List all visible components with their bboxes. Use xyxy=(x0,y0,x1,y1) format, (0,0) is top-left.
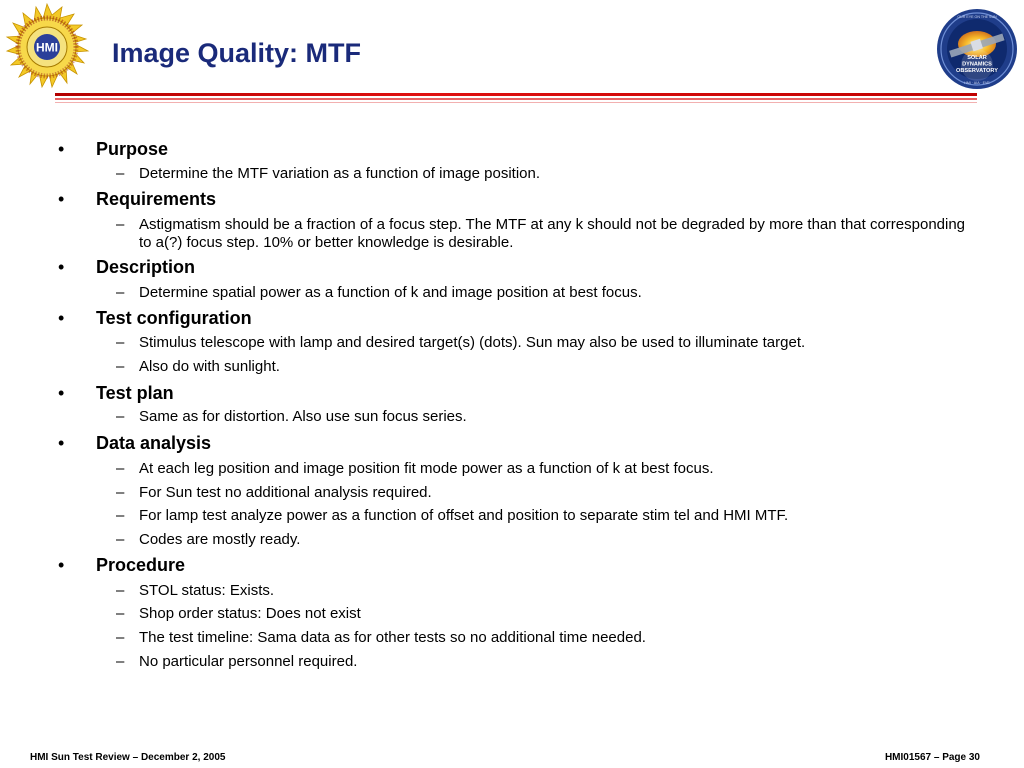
bullet-icon: • xyxy=(58,555,65,575)
sdo-ring-bottom: HMI · AIA · EVE xyxy=(964,81,990,85)
section-heading: Procedure xyxy=(96,555,186,575)
list-item-text: Stimulus telescope with lamp and desired target(s) (dots). Sun may also be used to illuminate target. xyxy=(139,334,806,351)
list-item-text: STOL status: Exists. xyxy=(139,582,275,599)
dash-icon: – xyxy=(116,334,125,351)
list-item-text: For Sun test no additional analysis required. xyxy=(139,484,432,501)
footer-page-number: HMI01567 – Page 30 xyxy=(884,752,980,763)
sdo-line-1: SOLAR xyxy=(967,55,987,61)
dash-icon: – xyxy=(116,284,125,301)
section-heading: Data analysis xyxy=(96,433,212,453)
hmi-sun-logo-icon xyxy=(2,2,92,92)
footer-left: HMI Sun Test Review – December 2, 2005 xyxy=(30,752,226,763)
dash-icon: – xyxy=(116,165,125,182)
dash-icon: – xyxy=(116,460,125,477)
dash-icon: – xyxy=(116,629,125,646)
dash-icon: – xyxy=(116,484,125,501)
dash-icon: – xyxy=(116,531,125,548)
dash-icon: – xyxy=(116,605,125,622)
section-heading: Requirements xyxy=(96,189,217,209)
bullet-icon: • xyxy=(58,308,65,328)
list-item-text: Shop order status: Does not exist xyxy=(139,605,361,622)
title-divider-shadow xyxy=(55,98,977,100)
dash-icon: – xyxy=(116,408,125,425)
list-item-text: At each leg position and image position fit mode power as a function of k at best focus. xyxy=(139,460,714,477)
section-heading: Test plan xyxy=(96,383,174,403)
sdo-line-2: DYNAMICS xyxy=(962,61,992,68)
section-heading: Test configuration xyxy=(96,308,252,328)
list-item-text: Also do with sunlight. xyxy=(139,358,280,375)
bullet-icon: • xyxy=(58,383,65,403)
section-heading: Purpose xyxy=(96,139,169,159)
dash-icon: – xyxy=(116,507,125,524)
bullet-icon: • xyxy=(58,257,65,277)
title-divider xyxy=(55,93,977,96)
list-item-text: Determine the MTF variation as a function of image position. xyxy=(139,165,541,182)
page-title: Image Quality: MTF xyxy=(112,38,362,68)
list-item-text: Determine spatial power as a function of k and image position at best focus. xyxy=(139,284,642,301)
dash-icon: – xyxy=(116,216,125,233)
list-item-text: No particular personnel required. xyxy=(139,653,358,670)
list-item-text: Codes are mostly ready. xyxy=(139,531,301,548)
bullet-icon: • xyxy=(58,139,65,159)
sdo-ring-top: OUR EYE ON THE SUN xyxy=(957,15,997,19)
bullet-icon: • xyxy=(58,433,65,453)
list-item-text: Same as for distortion. Also use sun focus series. xyxy=(139,408,467,425)
list-item-text: The test timeline: Sama data as for other tests so no additional time needed. xyxy=(139,629,646,646)
sdo-mission-logo-icon xyxy=(936,8,1018,90)
list-item-text: For lamp test analyze power as a function of offset and position to separate stim tel and HMI MTF. xyxy=(139,507,789,524)
dash-icon: – xyxy=(116,582,125,599)
sdo-line-3: OBSERVATORY xyxy=(956,68,998,74)
bullet-icon: • xyxy=(58,189,65,209)
hmi-logo-text: HMI xyxy=(36,40,58,55)
title-divider-fade xyxy=(55,102,977,103)
dash-icon: – xyxy=(116,653,125,670)
list-item-text: Astigmatism should be a fraction of a focus step. The MTF at any k should not be degraded by more than that corresponding to a(?) focus step. 10% or better knowledge is desirable. xyxy=(139,216,966,251)
section-heading: Description xyxy=(96,257,196,277)
dash-icon: – xyxy=(116,358,125,375)
